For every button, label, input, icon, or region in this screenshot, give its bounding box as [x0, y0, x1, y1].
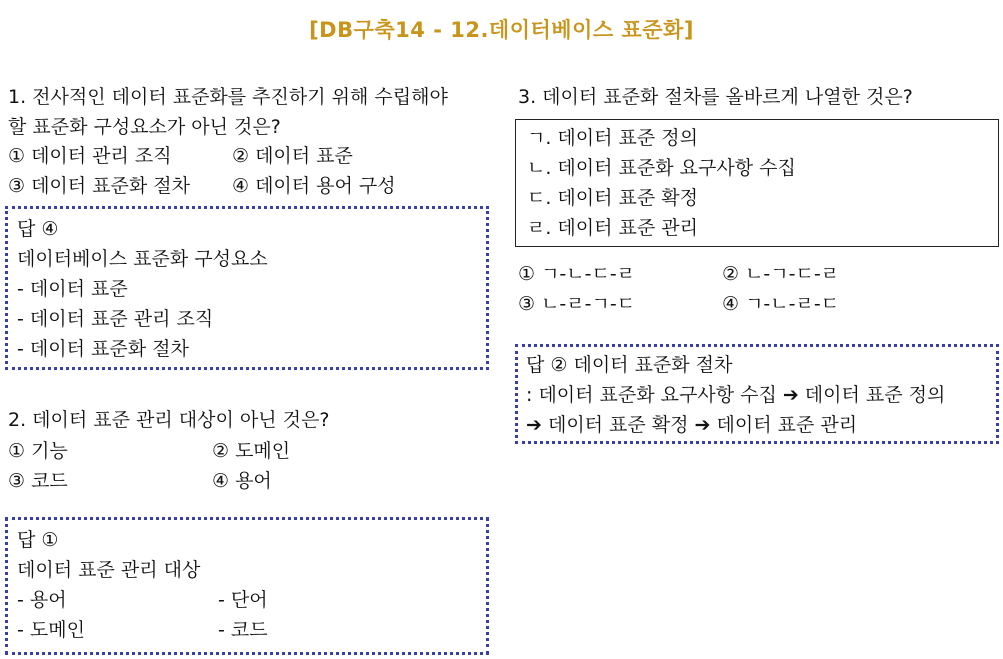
answer-3-line2: ➔ 데이터 표준 확정 ➔ 데이터 표준 관리 — [526, 414, 858, 436]
step-item: ㄴ. 데이터 표준화 요구사항 수집 — [527, 157, 796, 179]
question-3-option-1: ① ㄱ-ㄴ-ㄷ-ㄹ — [518, 263, 636, 285]
answer-1-line: 데이터베이스 표준화 구성요소 — [17, 248, 268, 270]
answer-3-label: 답 ② 데이터 표준화 절차 — [526, 354, 733, 376]
answer-3-line1: : 데이터 표준화 요구사항 수집 ➔ 데이터 표준 정의 — [526, 384, 946, 406]
question-2-option-3: ③ 코드 — [8, 470, 68, 492]
answer-1-line: - 데이터 표준 관리 조직 — [17, 308, 214, 330]
question-1-option-1: ① 데이터 관리 조직 — [8, 145, 172, 167]
question-1-option-4: ④ 데이터 용어 구성 — [232, 175, 396, 197]
question-3-option-3: ③ ㄴ-ㄹ-ㄱ-ㄷ — [518, 293, 636, 315]
answer-1-line: - 데이터 표준화 절차 — [17, 338, 189, 360]
question-3-text: 3. 데이터 표준화 절차를 올바르게 나열한 것은? — [518, 86, 913, 108]
step-item: ㄷ. 데이터 표준 확정 — [527, 187, 698, 209]
question-2-option-2: ② 도메인 — [212, 440, 291, 462]
question-2-option-1: ① 기능 — [8, 440, 68, 462]
answer-1-label: 답 ④ — [17, 218, 59, 240]
answer-1-box — [5, 206, 489, 370]
answer-2-box — [5, 517, 489, 655]
answer-2-label: 답 ① — [17, 529, 59, 551]
question-2-text: 2. 데이터 표준 관리 대상이 아닌 것은? — [8, 409, 330, 431]
question-3-option-2: ② ㄴ-ㄱ-ㄷ-ㄹ — [722, 263, 840, 285]
question-3-steps-box — [515, 119, 999, 247]
answer-3-box — [515, 344, 999, 444]
question-2-option-4: ④ 용어 — [212, 470, 272, 492]
page-title: [DB구축14 - 12.데이터베이스 표준화] — [309, 18, 694, 42]
question-1-option-2: ② 데이터 표준 — [232, 145, 353, 167]
answer-2-item: - 도메인 — [17, 619, 85, 641]
step-item: ㄱ. 데이터 표준 정의 — [527, 127, 698, 149]
step-item: ㄹ. 데이터 표준 관리 — [527, 217, 698, 239]
question-1-text-line2: 할 표준화 구성요소가 아닌 것은? — [8, 116, 281, 138]
answer-2-item: - 코드 — [218, 619, 268, 641]
question-1-option-3: ③ 데이터 표준화 절차 — [8, 175, 190, 197]
answer-1-line: - 데이터 표준 — [17, 278, 128, 300]
answer-2-item: - 용어 — [17, 589, 67, 611]
answer-2-heading: 데이터 표준 관리 대상 — [17, 559, 201, 581]
question-1-text-line1: 1. 전사적인 데이터 표준화를 추진하기 위해 수립해야 — [8, 86, 448, 108]
question-3-option-4: ④ ㄱ-ㄴ-ㄹ-ㄷ — [722, 293, 840, 315]
answer-2-item: - 단어 — [218, 589, 268, 611]
